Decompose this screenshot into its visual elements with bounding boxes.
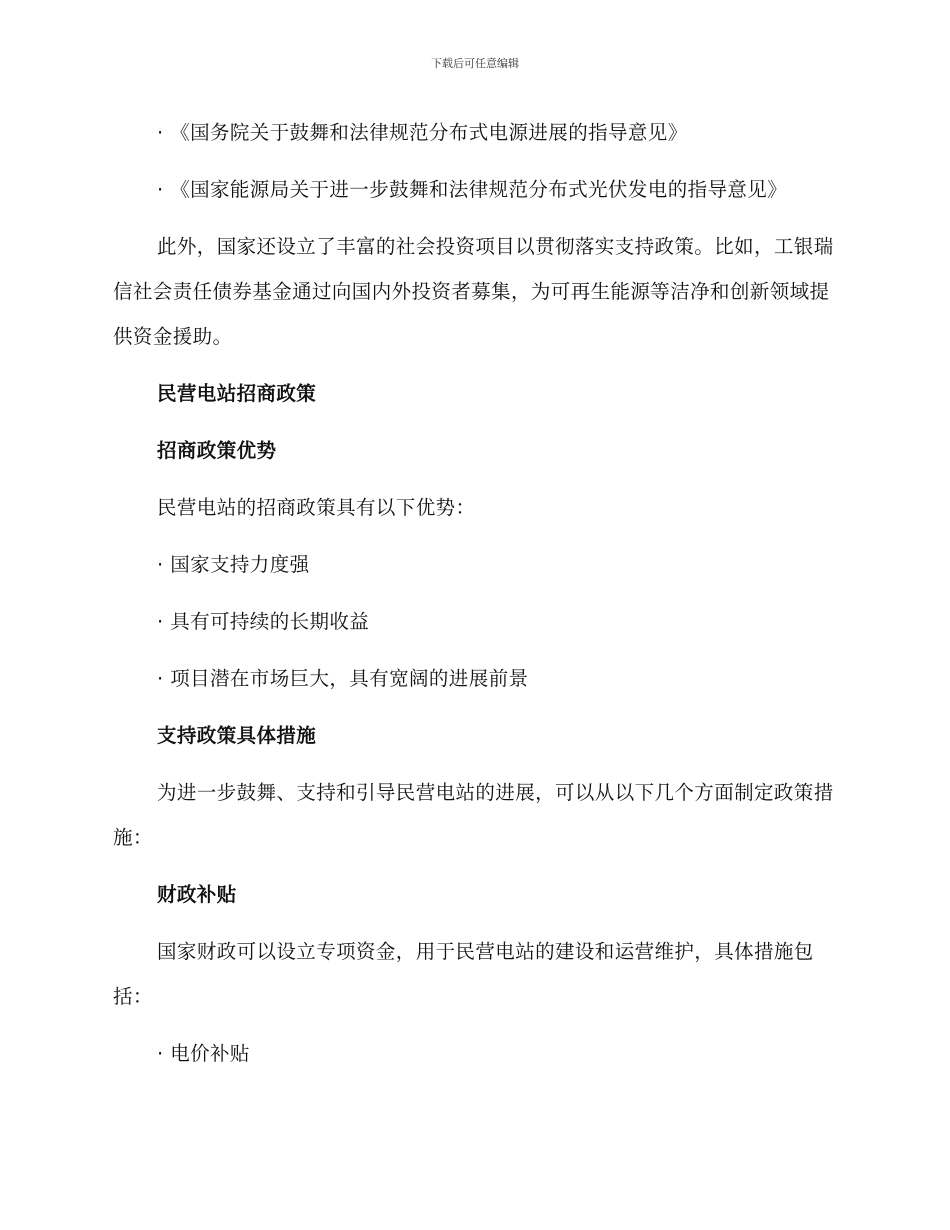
document-body <box>113 110 835 1076</box>
list-item: · 电价补贴 <box>157 1042 250 1065</box>
subsection-heading: 财政补贴 <box>157 883 237 906</box>
list-item: · 国家支持力度强 <box>157 553 310 576</box>
body-paragraph: 为进一步鼓舞、支持和引导民营电站的进展，可以从以下几个方面制定政策措施： <box>113 781 834 849</box>
body-paragraph: 此外，国家还设立了丰富的社会投资项目以贯彻落实支持政策。比如，工银瑞信社会责任债券基金通过向国内外投资者募集，为可再生能源等洁净和创新领域提供资金援助。 <box>113 235 834 348</box>
list-item: · 项目潜在市场巨大，具有宽阔的进展前景 <box>157 667 529 690</box>
page-header: 下载后可任意编辑 <box>431 57 519 70</box>
section-heading: 民营电站招商政策 <box>157 382 317 405</box>
list-item: · 《国家能源局关于进一步鼓舞和法律规范分布式光伏发电的指导意见》 <box>157 178 788 201</box>
body-paragraph: 民营电站的招商政策具有以下优势： <box>157 496 476 519</box>
list-item: · 《国务院关于鼓舞和法律规范分布式电源进展的指导意见》 <box>157 121 688 144</box>
body-paragraph: 国家财政可以设立专项资金，用于民营电站的建设和运营维护，具体措施包括： <box>113 940 814 1008</box>
list-item: · 具有可持续的长期收益 <box>157 610 370 633</box>
subsection-heading: 支持政策具体措施 <box>157 724 317 747</box>
subsection-heading: 招商政策优势 <box>157 439 277 462</box>
